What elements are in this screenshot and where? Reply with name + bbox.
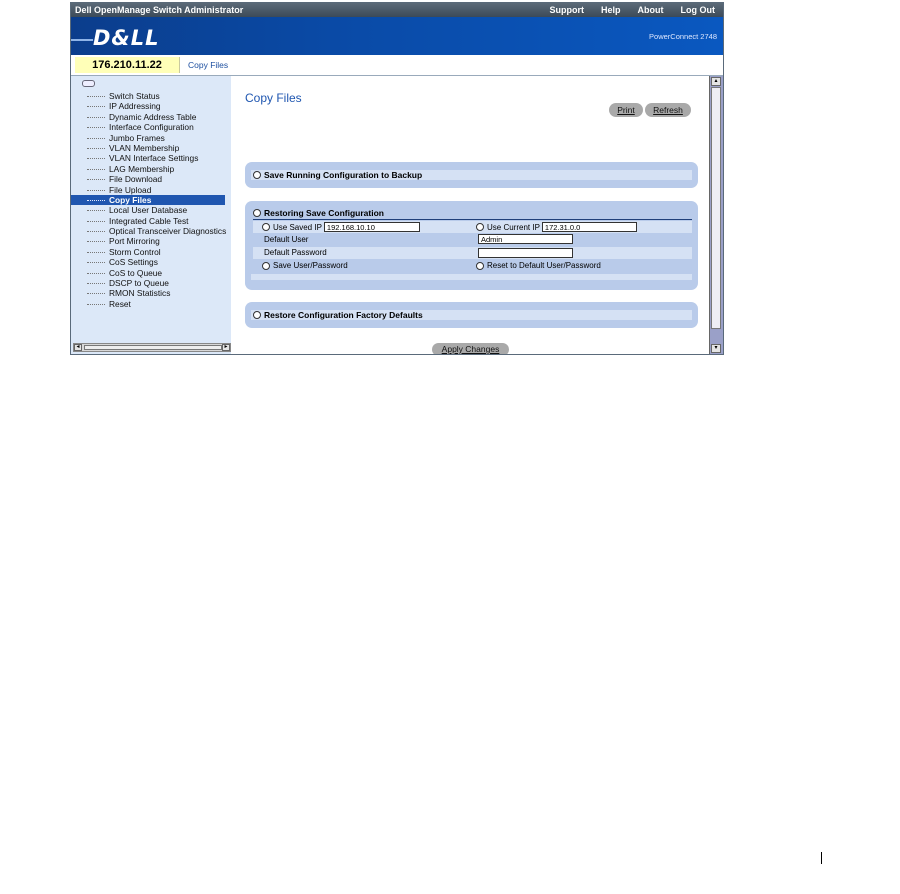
- factory-defaults-label: Restore Configuration Factory Defaults: [264, 310, 423, 320]
- print-button[interactable]: Print: [609, 103, 643, 117]
- save-user-option[interactable]: [262, 261, 348, 270]
- factory-defaults-option[interactable]: [253, 310, 423, 320]
- nav-item-cos-settings[interactable]: CoS Settings: [85, 257, 226, 267]
- default-password-cell: [478, 248, 573, 258]
- saved-ip-field[interactable]: 192.168.10.10: [324, 222, 420, 232]
- scroll-down-icon[interactable]: ▾: [711, 344, 721, 353]
- restore-config-label: Restoring Save Configuration: [264, 208, 384, 218]
- save-backup-radio[interactable]: [253, 171, 261, 179]
- nav-horizontal-scrollbar[interactable]: [73, 343, 231, 352]
- left-nav: [71, 76, 231, 354]
- use-saved-ip-label: Use Saved IP: [273, 222, 322, 232]
- nav-item-interface-configuration[interactable]: Interface Configuration: [85, 122, 226, 132]
- nav-item-rmon-statistics[interactable]: RMON Statistics: [85, 288, 226, 298]
- use-current-ip-option[interactable]: [476, 222, 637, 232]
- use-current-ip-label: Use Current IP: [487, 222, 540, 232]
- use-saved-ip-option[interactable]: [262, 222, 420, 232]
- default-user-label: Default User: [264, 235, 309, 244]
- default-user-cell: [478, 234, 573, 244]
- nav-item-vlan-interface-settings[interactable]: VLAN Interface Settings: [85, 153, 226, 163]
- top-bar: [71, 3, 723, 17]
- nav-item-file-upload[interactable]: File Upload: [85, 185, 226, 195]
- apply-changes-button[interactable]: Apply Changes: [432, 343, 509, 355]
- main-content: [231, 76, 709, 354]
- nav-item-reset[interactable]: Reset: [85, 299, 226, 309]
- scroll-right-icon[interactable]: ▸: [222, 344, 230, 351]
- main-vertical-scrollbar[interactable]: [709, 76, 723, 354]
- logout-link[interactable]: Log Out: [680, 5, 715, 15]
- logo-swoosh: [71, 39, 93, 41]
- restore-config-section: [245, 201, 698, 290]
- page-title: Copy Files: [245, 91, 302, 105]
- nav-item-port-mirroring[interactable]: Port Mirroring: [85, 236, 226, 246]
- scroll-thumb[interactable]: [84, 345, 222, 350]
- save-user-label: Save User/Password: [273, 261, 348, 270]
- nav-tree: [85, 91, 226, 309]
- default-password-label: Default Password: [264, 248, 327, 257]
- help-link[interactable]: Help: [600, 5, 621, 15]
- tab-bar: [71, 55, 723, 76]
- scroll-thumb[interactable]: [711, 87, 721, 329]
- nav-item-lag-membership[interactable]: LAG Membership: [85, 164, 226, 174]
- save-backup-section: [245, 162, 698, 188]
- nav-item-dscp-to-queue[interactable]: DSCP to Queue: [85, 278, 226, 288]
- nav-item-local-user-database[interactable]: Local User Database: [85, 205, 226, 215]
- top-links: [549, 5, 715, 15]
- current-ip-field[interactable]: 172.31.0.0: [542, 222, 637, 232]
- default-password-field[interactable]: [478, 248, 573, 258]
- default-password-row: [253, 247, 692, 259]
- section-bar: [251, 274, 692, 280]
- save-backup-option[interactable]: [253, 170, 422, 180]
- use-saved-ip-radio[interactable]: [262, 223, 270, 231]
- nav-item-jumbo-frames[interactable]: Jumbo Frames: [85, 133, 226, 143]
- tree-root-icon[interactable]: [82, 80, 95, 87]
- breadcrumb[interactable]: Copy Files: [188, 60, 229, 70]
- about-link[interactable]: About: [637, 5, 664, 15]
- save-backup-label: Save Running Configuration to Backup: [264, 170, 423, 180]
- model-name: PowerConnect 2748: [649, 32, 717, 41]
- factory-defaults-section: [245, 302, 698, 328]
- nav-item-copy-files[interactable]: Copy Files: [71, 195, 225, 205]
- reset-user-radio[interactable]: [476, 262, 484, 270]
- support-link[interactable]: Support: [549, 5, 584, 15]
- app-title: Dell OpenManage Switch Administrator: [75, 5, 244, 15]
- banner: [71, 17, 723, 55]
- restore-config-radio[interactable]: [253, 209, 261, 217]
- scroll-up-icon[interactable]: ▴: [711, 77, 721, 86]
- nav-item-file-download[interactable]: File Download: [85, 174, 226, 184]
- factory-defaults-radio[interactable]: [253, 311, 261, 319]
- nav-item-cos-to-queue[interactable]: CoS to Queue: [85, 268, 226, 278]
- nav-item-ip-addressing[interactable]: IP Addressing: [85, 101, 226, 111]
- reset-user-option[interactable]: [476, 261, 601, 270]
- reset-user-label: Reset to Default User/Password: [487, 261, 601, 270]
- section-divider: [253, 219, 692, 220]
- nav-item-integrated-cable-test[interactable]: Integrated Cable Test: [85, 216, 226, 226]
- user-password-choice-row: [253, 260, 692, 272]
- scroll-left-icon[interactable]: ◂: [74, 344, 82, 351]
- save-user-radio[interactable]: [262, 262, 270, 270]
- nav-item-vlan-membership[interactable]: VLAN Membership: [85, 143, 226, 153]
- nav-item-storm-control[interactable]: Storm Control: [85, 247, 226, 257]
- nav-item-optical-transceiver-diagnostics[interactable]: Optical Transceiver Diagnostics: [85, 226, 226, 236]
- restore-config-option[interactable]: [253, 208, 384, 218]
- device-ip: 176.210.11.22: [75, 57, 180, 73]
- app-window: [70, 2, 724, 355]
- dell-logo: D&LL: [93, 26, 160, 50]
- default-user-row: [253, 234, 692, 246]
- refresh-button[interactable]: Refresh: [645, 103, 691, 117]
- page-marker-line: [821, 852, 822, 864]
- nav-item-dynamic-address-table[interactable]: Dynamic Address Table: [85, 112, 226, 122]
- nav-item-switch-status[interactable]: Switch Status: [85, 91, 226, 101]
- ip-choice-row: [253, 221, 692, 233]
- default-user-field[interactable]: Admin: [478, 234, 573, 244]
- use-current-ip-radio[interactable]: [476, 223, 484, 231]
